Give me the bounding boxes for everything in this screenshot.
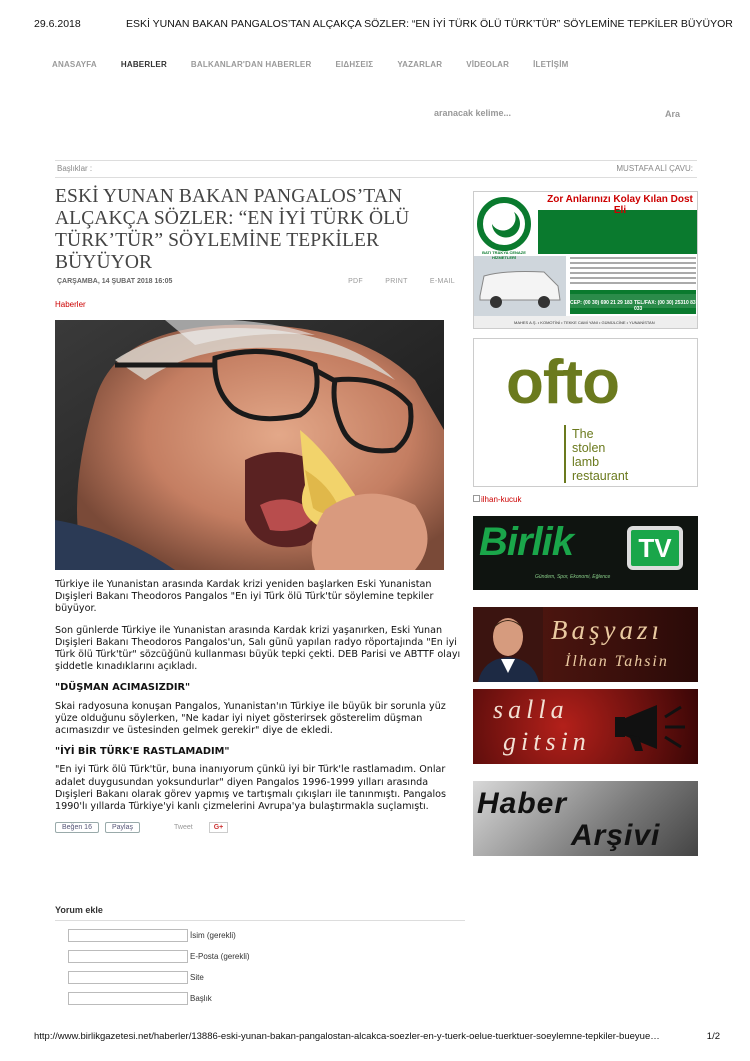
article-date: ÇARŞAMBA, 14 ŞUBAT 2018 16:05 [57, 278, 173, 285]
share-button[interactable]: Paylaş [105, 822, 140, 833]
site-field[interactable] [68, 971, 188, 984]
article-headline: ESKİ YUNAN BAKAN PANGALOS’TAN ALÇAKÇA SÖZLER: “EN İYİ TÜRK ÖLÜ TÜRK’TÜR” SÖYLEMİNE TEPKİLER BÜYÜYOR [55, 186, 410, 273]
ticker-item[interactable]: MUSTAFA ALİ ÇAVU: [616, 164, 693, 173]
print-title: ESKİ YUNAN BAKAN PANGALOS’TAN ALÇAKÇA SÖZLER: “EN İYİ TÜRK ÖLÜ TÜRK’TÜR” SÖYLEMİNE TEPKİLER BÜYÜYOR [126, 18, 733, 30]
headline-ticker [55, 160, 697, 178]
ad-birlik-tv[interactable] [473, 516, 698, 590]
ad-cenaze-address: MAHES A.Ş. • KOMOTİNİ • TEKKE CAMİ YANI • GÜMÜLCİNE • YUNANİSTAN [514, 320, 655, 325]
subject-field-row [68, 992, 465, 1005]
search-box [434, 108, 696, 118]
email-field-label: E-Posta (gerekli) [190, 952, 250, 961]
ad-birlik-tv-icon: TV [627, 526, 683, 570]
email-field[interactable] [68, 950, 188, 963]
google-plus-button[interactable]: G+ [209, 822, 229, 833]
subject-field[interactable] [68, 992, 188, 1005]
print-url: http://www.birlikgazetesi.net/haberler/13886-eski-yunan-bakan-pangalostan-alcakca-soezler-en-y-tuerk-oelue-tuerktuer-soeylemne-tepkiler-bueyue… [34, 1031, 660, 1042]
broken-image-icon [473, 495, 480, 502]
article-paragraph-4: "En iyi Türk ölü Türk'tür, buna inanıyorum çünkü iyi bir Türk'le rastlamadım. Onlar adalet duygusundan yoksundurlar" diyen Pangalos 1996-1999 yılları arasında Dışişleri Bakanı olarak görev yapmış ve tartışmalı çıkışları ile tanınmıştı. Pangalos 1990'lı yıllarda Türkiye'yi kanlı çizmelerini Avrupa'ya bulaştırmakla suçlamıştı. [55, 764, 447, 813]
ad-salla-line2: gitsin [503, 727, 591, 756]
article-photo-image [55, 320, 444, 570]
nav-home[interactable]: ANASAYFA [52, 60, 97, 69]
print-page-number: 1/2 [706, 1031, 720, 1042]
ad-ofto-line1: The [572, 427, 594, 441]
ad-ofto-line2: stolen [572, 441, 606, 455]
ad-salla-gitsin[interactable] [473, 689, 698, 764]
name-field-row [68, 929, 465, 942]
ad-arsiv-line2: Arşivi [571, 819, 661, 852]
ad-salla-line1: salla [493, 695, 569, 724]
nav-videos[interactable]: VİDEOLAR [466, 60, 510, 69]
social-bar [55, 822, 465, 833]
subject-field-label: Başlık [190, 994, 212, 1003]
comment-form-title: Yorum ekle [55, 905, 465, 921]
ad-ofto-line3: lamb [572, 455, 600, 469]
ad-birlik-sub: Gündem, Spor, Ekonomi, Eğlence [535, 574, 611, 580]
ad-ofto-divider [564, 425, 566, 483]
name-field-label: İsim (gerekli) [190, 931, 236, 940]
ad-ofto-line4: restaurant [572, 469, 629, 483]
tweet-button[interactable]: Tweet [174, 824, 193, 832]
name-field[interactable] [68, 929, 188, 942]
ticker-label: Başlıklar : [57, 164, 93, 173]
email-field-row [68, 950, 465, 963]
like-button[interactable]: Beğen 16 [55, 822, 99, 833]
nav-balkan-news[interactable]: BALKANLAR'DAN HABERLER [190, 60, 312, 69]
article-category[interactable]: Haberler [55, 300, 86, 309]
pdf-link[interactable]: PDF [348, 278, 363, 285]
nav-greek-news[interactable]: ΕΙΔΗΣΕΙΣ [335, 60, 374, 69]
search-input[interactable] [434, 108, 614, 118]
article-tools [328, 278, 455, 285]
site-field-row [68, 971, 465, 984]
ad-ofto-name: ofto [506, 348, 620, 417]
article-main [55, 186, 465, 833]
article-paragraph-3: Skai radyosuna konuşan Pangalos, Yunanistan'ın Türkiye ile büyük bir sorunla yüz yüze olduğunu söylerken, "Ne kadar iyi niyet gösterirsek gösterelim düşman acımasızdır ve üstesinden gelmek gerekir" diye de ekledi. [55, 700, 446, 737]
nav-contact[interactable]: İLETİŞİM [533, 60, 569, 69]
ad-ofto[interactable] [473, 338, 698, 487]
article-paragraph-2: Son günlerde Türkiye ile Yunanistan arasında Kardak krizi yaşanırken, Eski Yunan Dışişleri Bakanı Theodoros Pangalos'un, Salı günü yapılan radyo röportajında "En iyi Türk ölü Türk'tür" sözcüğünü kullanması büyük tepki çekti. DEB Parisi ve ABTTF olayı şiddetle kınadıklarını açıkladı. [55, 624, 461, 673]
article-paragraph-1: Türkiye ile Yunanistan arasında Kardak krizi yeniden başlarken Eski Yunanistan Dışişleri Bakanı Theodoros Pangalos "En iyi Türk ölü Türk'tür söylemine tepkiler büyüyor. [55, 579, 434, 615]
ad-basyazi-title: Başyazı [551, 615, 663, 645]
article-body [55, 579, 465, 813]
site-field-label: Site [190, 973, 204, 982]
ad-cenaze-fax: TEL/FAX: (00 30) 25310 83 033 [634, 300, 696, 312]
ad-ofto-tagline [572, 427, 628, 483]
ilhan-kucuk-image[interactable] [473, 495, 698, 509]
search-button[interactable]: Ara [664, 109, 680, 119]
ad-arsiv-line1: Haber [477, 787, 568, 820]
ad-cenaze-title: Zor Anlarınızı Kolay Kılan Dost Eli [547, 194, 693, 216]
article-meta [55, 278, 465, 290]
print-link[interactable]: PRINT [385, 278, 408, 285]
print-date: 29.6.2018 [34, 18, 81, 30]
comment-form [55, 905, 465, 1005]
nav-news[interactable]: HABERLER [120, 60, 167, 69]
ilhan-kucuk-alt: ilhan-kucuk [481, 495, 522, 504]
ad-haber-arsivi[interactable] [473, 781, 698, 856]
ad-basyazi-portrait [473, 607, 543, 682]
nav-authors[interactable]: YAZARLAR [397, 60, 443, 69]
main-nav [52, 60, 593, 69]
email-link[interactable]: E-MAIL [429, 278, 455, 285]
article-subheading-1: "DÜŞMAN ACIMASIZDIR" [55, 682, 191, 694]
article-subheading-2: "İYİ BİR TÜRK'E RASTLAMADIM" [55, 746, 230, 758]
ad-birlik-name: Birlik [479, 520, 574, 564]
ad-basyazi[interactable] [473, 607, 698, 682]
megaphone-icon [613, 697, 693, 757]
ad-basyazi-author: İlhan Tahsin [565, 653, 669, 670]
ad-cenaze-phone: CEP: (00 30) 690 21 29 183 [570, 300, 633, 306]
article-photo [55, 320, 444, 570]
ad-cenaze[interactable] [473, 191, 698, 329]
ad-cenaze-ring: BATI TRAKYA CENAZE HİZMETLERİ [482, 250, 526, 260]
